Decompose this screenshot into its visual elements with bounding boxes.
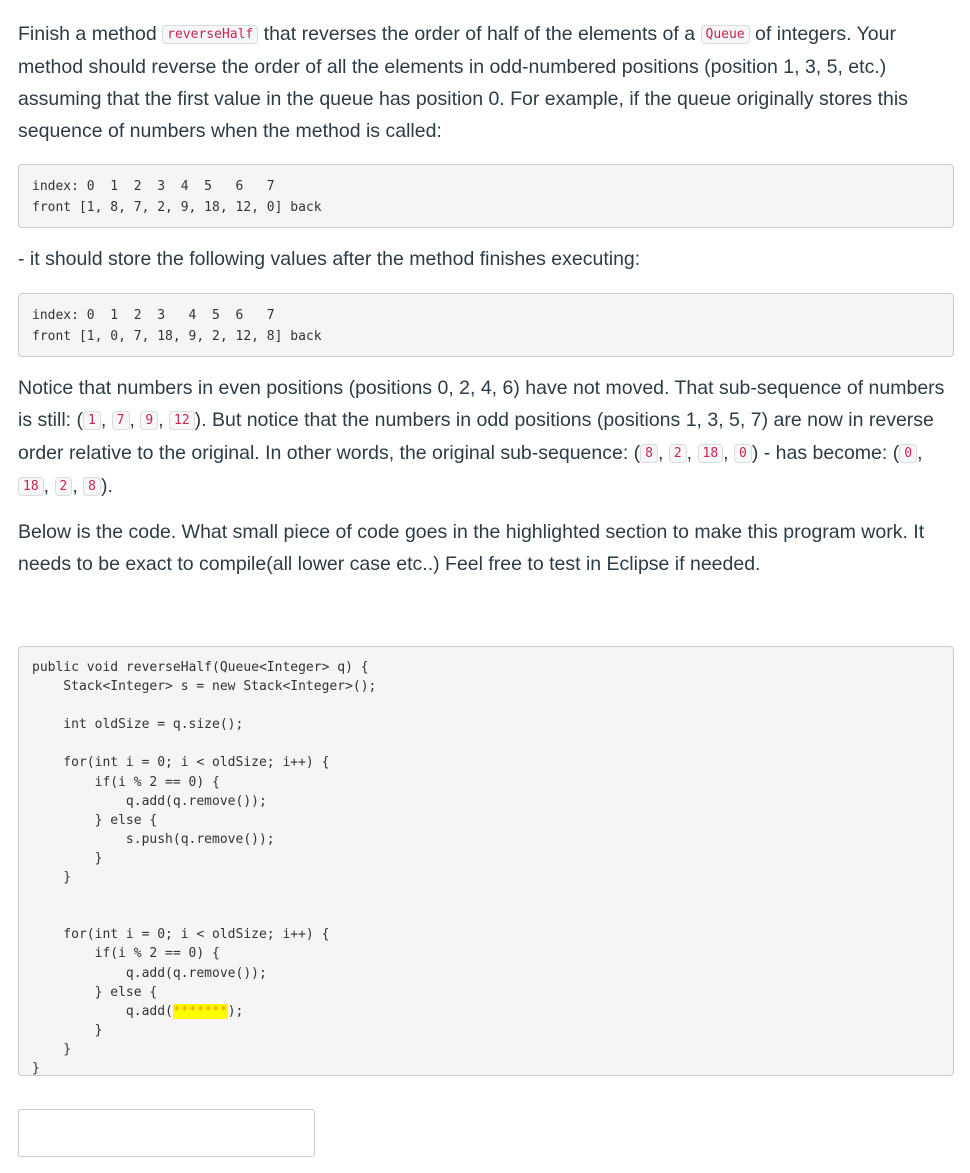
- highlighted-blank: *******: [172, 1003, 228, 1019]
- after-text: - it should store the following values after the method finishes executing:: [18, 248, 641, 270]
- inline-code-reversehalf: reverseHalf: [162, 25, 258, 44]
- code-main: public void reverseHalf(Queue<Integer> q) { Stack<Integer> s = new Stack<Integer>(); int oldSize = q.size(); for(int i = 0; i < oldSize; i++) { if(i % 2 == 0) { q.add(q.remove()); } else { s.push(q.remove()); } } for(int i = 0; i < oldSize; i++) { if(i % 2 == 0) { q.add(q.remove()); } else { q.add(: [32, 660, 377, 1019]
- seq-odd-new-item: 8: [83, 477, 101, 496]
- notice-paragraph: Notice that numbers in even positions (positions 0, 2, 4, 6) have not moved. That sub-sequence of numbers is still: ( 1 , 7 , 9 , 12 ). But notice that the numbers in odd positions (positions 1, 3, 5, 7) are now in reverse order relative to the original. In other words, the original sub-sequence: ( 8 , 2 , 18 , 0 ) - has become: ( 0 , 18 , 2 , 8 ).: [18, 377, 945, 497]
- intro-text-3: of integers. Your method should reverse the order of all the elements in odd-numbered positions (position 1, 3, 5, etc.) assuming that the first value in the queue has position 0. For example, if the queue originally stores this sequence of numbers when the method is called:: [18, 23, 908, 142]
- seq-even-item: 7: [112, 411, 130, 430]
- seq-odd-orig-item: 2: [669, 444, 687, 463]
- seq-odd-new-item: 18: [18, 477, 44, 496]
- seq-odd-new-item: 2: [55, 477, 73, 496]
- seq-even-item: 9: [140, 411, 158, 430]
- code-block: [18, 646, 954, 1076]
- intro-text-1: Finish a method: [18, 23, 163, 45]
- notice-text-3: ) - has become: (: [751, 442, 900, 464]
- notice-text-2: ). But notice that the numbers in odd positions (positions 1, 3, 5, 7) are now in reverse order relative to the original. In other words, the original sub-sequence: (: [18, 409, 934, 464]
- seq-odd-orig-item: 0: [734, 444, 752, 463]
- seq-odd-orig-item: 8: [640, 444, 658, 463]
- notice-text-4: ).: [101, 475, 113, 497]
- answer-input[interactable]: [18, 1109, 315, 1157]
- seq-even-item: 1: [83, 411, 101, 430]
- notice-text-1: Notice that numbers in even positions (positions 0, 2, 4, 6) have not moved. That sub-sequence of numbers is still: (: [18, 377, 945, 431]
- seq-even-item: 12: [169, 411, 195, 430]
- code-tail: ); } } }: [32, 1003, 244, 1076]
- inline-code-queue: Queue: [701, 25, 750, 44]
- instructions-paragraph: Below is the code. What small piece of code goes in the highlighted section to make this program work. It needs to be exact to compile(all lower case etc..) Feel free to test in Eclipse if needed.: [18, 521, 925, 575]
- intro-text-2: that reverses the order of half of the elements of a: [258, 23, 701, 45]
- intro-paragraph: [18, 18, 953, 147]
- example-before-block: index: 0 1 2 3 4 5 6 7 front [1, 8, 7, 2, 9, 18, 12, 0] back: [18, 164, 954, 228]
- seq-odd-new-item: 0: [899, 444, 917, 463]
- example-after-block: index: 0 1 2 3 4 5 6 7 front [1, 0, 7, 18, 9, 2, 12, 8] back: [18, 293, 954, 357]
- seq-odd-orig-item: 18: [698, 444, 724, 463]
